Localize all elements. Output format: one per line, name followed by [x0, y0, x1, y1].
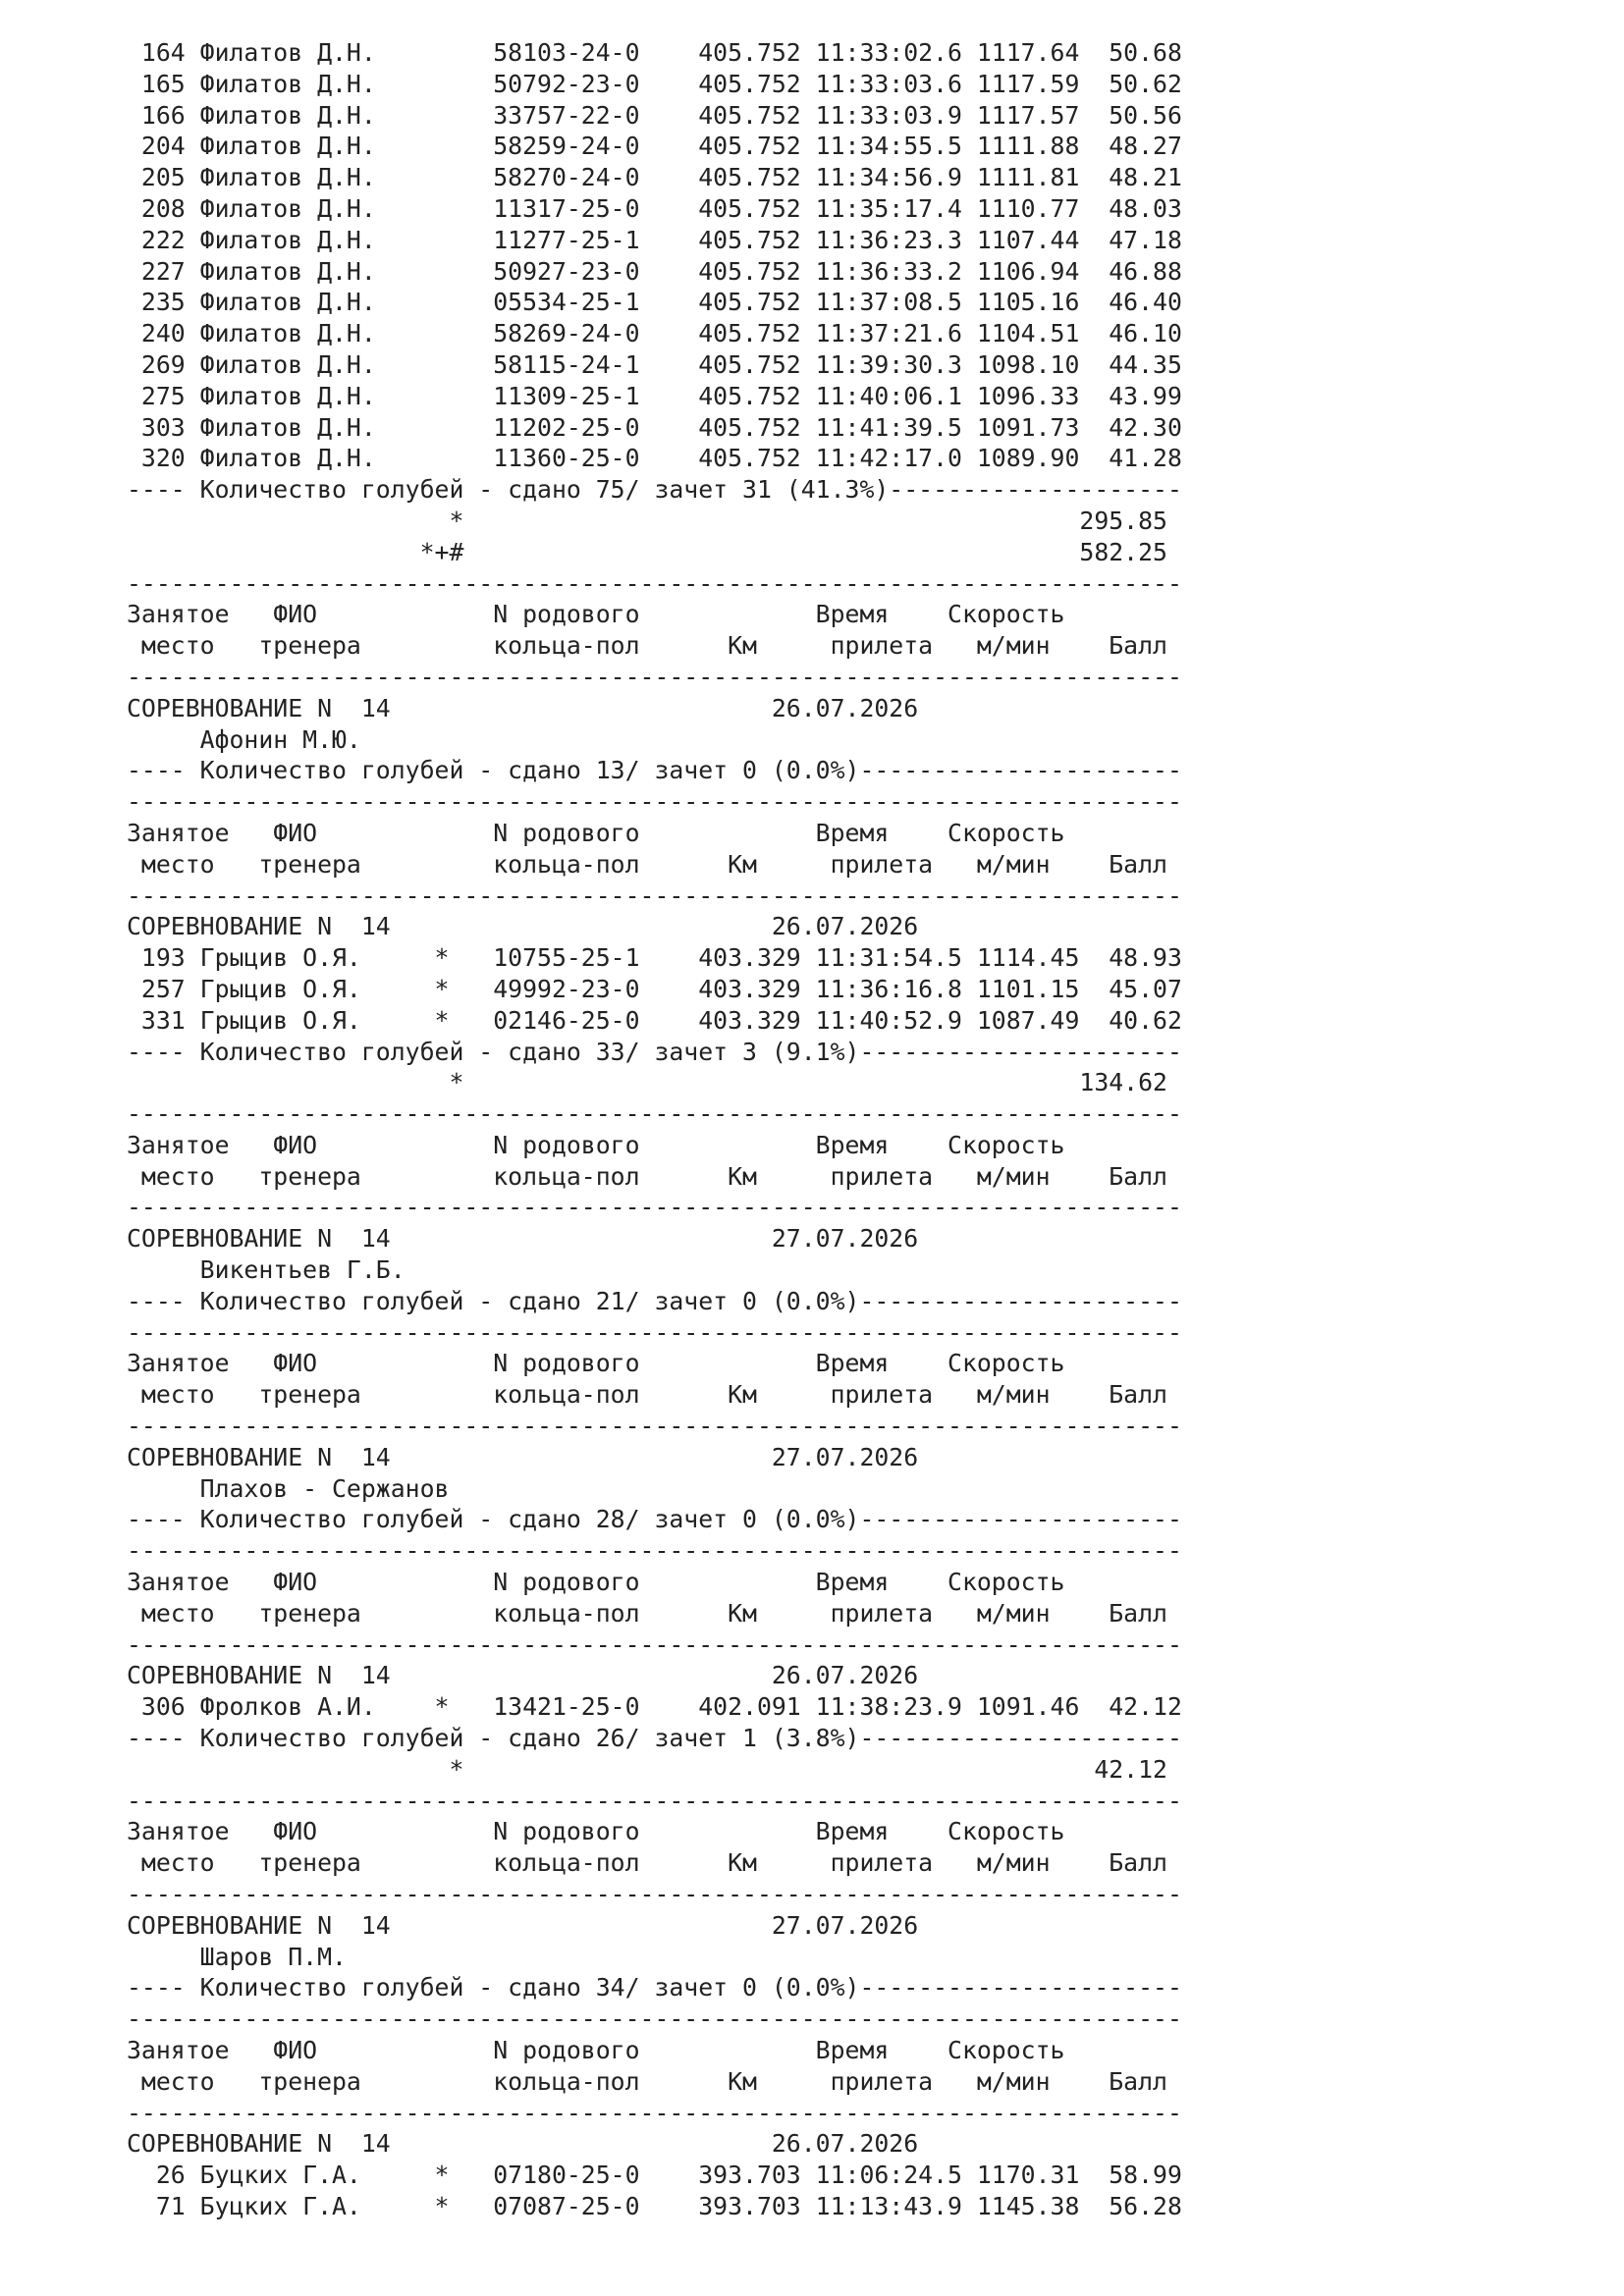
column-header-line: место тренера кольца-пол Км прилета м/мин Балл — [127, 631, 1167, 661]
participant-name: Викентьев Г.Б. — [127, 1255, 406, 1285]
result-row: 164 Филатов Д.Н. 58103-24-0 405.752 11:33:02.6 1117.64 50.68 — [127, 38, 1182, 67]
result-row: 205 Филатов Д.Н. 58270-24-0 405.752 11:34:56.9 1111.81 48.21 — [127, 163, 1182, 192]
result-row: 166 Филатов Д.Н. 33757-22-0 405.752 11:33:03.9 1117.57 50.56 — [127, 100, 1182, 130]
total-line: *+# 582.25 — [127, 537, 1167, 566]
result-row: 165 Филатов Д.Н. 50792-23-0 405.752 11:33:03.6 1117.59 50.62 — [127, 69, 1182, 98]
result-row: 71 Буцких Г.А. * 07087-25-0 393.703 11:13:43.9 1145.38 56.28 — [127, 2191, 1182, 2220]
result-row: 257 Грыцив О.Я. * 49992-23-0 403.329 11:36:16.8 1101.15 45.07 — [127, 974, 1182, 1003]
separator-line: ------------------------------------------------------------------------ — [127, 662, 1182, 691]
competition-header: СОРЕВНОВАНИЕ N 14 26.07.2026 — [127, 693, 919, 722]
competition-header: СОРЕВНОВАНИЕ N 14 26.07.2026 — [127, 1661, 919, 1690]
result-row: 240 Филатов Д.Н. 58269-24-0 405.752 11:37:21.6 1104.51 46.10 — [127, 319, 1182, 348]
separator-line: ------------------------------------------------------------------------ — [127, 1099, 1182, 1129]
result-row: 320 Филатов Д.Н. 11360-25-0 405.752 11:42:17.0 1089.90 41.28 — [127, 444, 1182, 473]
result-row: 331 Грыцив О.Я. * 02146-25-0 403.329 11:40:52.9 1087.49 40.62 — [127, 1005, 1182, 1035]
column-header-line: место тренера кольца-пол Км прилета м/мин Балл — [127, 1848, 1167, 1878]
separator-line: ------------------------------------------------------------------------ — [127, 2098, 1182, 2127]
participant-name: Плахов - Сержанов — [127, 1473, 450, 1503]
column-header-line: место тренера кольца-пол Км прилета м/мин Балл — [127, 1598, 1167, 1628]
total-line: * 134.62 — [127, 1068, 1167, 1097]
result-row: 235 Филатов Д.Н. 05534-25-1 405.752 11:37:08.5 1105.16 46.40 — [127, 288, 1182, 317]
column-header-line: Занятое ФИО N родового Время Скорость — [127, 1568, 1065, 1597]
separator-line: ------------------------------------------------------------------------ — [127, 1412, 1182, 1441]
result-row: 26 Буцких Г.А. * 07180-25-0 393.703 11:06:24.5 1170.31 58.99 — [127, 2161, 1182, 2190]
column-header-line: Занятое ФИО N родового Время Скорость — [127, 2036, 1065, 2064]
summary-line: ---- Количество голубей - сдано 33/ зачет 3 (9.1%)---------------------- — [127, 1037, 1182, 1066]
total-line: * 295.85 — [127, 506, 1167, 535]
summary-line: ---- Количество голубей - сдано 26/ зачет 1 (3.8%)---------------------- — [127, 1724, 1182, 1753]
separator-line: ------------------------------------------------------------------------ — [127, 787, 1182, 817]
result-row: 306 Фролков А.И. * 13421-25-0 402.091 11:38:23.9 1091.46 42.12 — [127, 1692, 1182, 1722]
result-row: 303 Филатов Д.Н. 11202-25-0 405.752 11:41:39.5 1091.73 42.30 — [127, 412, 1182, 442]
column-header-line: место тренера кольца-пол Км прилета м/мин Балл — [127, 849, 1167, 879]
column-header-line: место тренера кольца-пол Км прилета м/мин Балл — [127, 1380, 1167, 1410]
result-row: 269 Филатов Д.Н. 58115-24-1 405.752 11:39:30.3 1098.10 44.35 — [127, 349, 1182, 379]
result-row: 193 Грыцив О.Я. * 10755-25-1 403.329 11:31:54.5 1114.45 48.93 — [127, 943, 1182, 973]
result-row: 275 Филатов Д.Н. 11309-25-1 405.752 11:40:06.1 1096.33 43.99 — [127, 381, 1182, 410]
participant-name: Шаров П.М. — [127, 1942, 347, 1971]
competition-header: СОРЕВНОВАНИЕ N 14 27.07.2026 — [127, 1910, 919, 1940]
separator-line: ------------------------------------------------------------------------ — [127, 881, 1182, 910]
column-header-line: Занятое ФИО N родового Время Скорость — [127, 1817, 1065, 1846]
separator-line: ------------------------------------------------------------------------ — [127, 1786, 1182, 1815]
participant-name: Афонин М.Ю. — [127, 724, 361, 754]
separator-line: ------------------------------------------------------------------------ — [127, 1193, 1182, 1222]
result-row: 208 Филатов Д.Н. 11317-25-0 405.752 11:35:17.4 1110.77 48.03 — [127, 193, 1182, 223]
competition-header: СОРЕВНОВАНИЕ N 14 27.07.2026 — [127, 1224, 919, 1254]
competition-header: СОРЕВНОВАНИЕ N 14 26.07.2026 — [127, 912, 919, 941]
results-report — [127, 37, 1182, 2222]
column-header-line: Занятое ФИО N родового Время Скорость — [127, 1130, 1065, 1159]
summary-line: ---- Количество голубей - сдано 34/ зачет 0 (0.0%)---------------------- — [127, 1973, 1182, 2002]
column-header-line: Занятое ФИО N родового Время Скорость — [127, 600, 1065, 629]
separator-line: ------------------------------------------------------------------------ — [127, 1880, 1182, 1909]
competition-header: СОРЕВНОВАНИЕ N 14 27.07.2026 — [127, 1442, 919, 1471]
competition-header: СОРЕВНОВАНИЕ N 14 26.07.2026 — [127, 2129, 919, 2159]
separator-line: ------------------------------------------------------------------------ — [127, 568, 1182, 598]
column-header-line: место тренера кольца-пол Км прилета м/мин Балл — [127, 1161, 1167, 1191]
result-row: 227 Филатов Д.Н. 50927-23-0 405.752 11:36:33.2 1106.94 46.88 — [127, 256, 1182, 286]
result-row: 222 Филатов Д.Н. 11277-25-1 405.752 11:36:23.3 1107.44 47.18 — [127, 225, 1182, 254]
column-header-line: место тренера кольца-пол Км прилета м/мин Балл — [127, 2066, 1167, 2096]
column-header-line: Занятое ФИО N родового Время Скорость — [127, 1349, 1065, 1378]
summary-line: ---- Количество голубей - сдано 75/ зачет 31 (41.3%)-------------------- — [127, 475, 1182, 505]
separator-line: ------------------------------------------------------------------------ — [127, 2004, 1182, 2034]
summary-line: ---- Количество голубей - сдано 13/ зачет 0 (0.0%)---------------------- — [127, 756, 1182, 785]
total-line: * 42.12 — [127, 1754, 1167, 1784]
summary-line: ---- Количество голубей - сдано 21/ зачет 0 (0.0%)---------------------- — [127, 1286, 1182, 1315]
summary-line: ---- Количество голубей - сдано 28/ зачет 0 (0.0%)---------------------- — [127, 1505, 1182, 1534]
separator-line: ------------------------------------------------------------------------ — [127, 1629, 1182, 1659]
column-header-line: Занятое ФИО N родового Время Скорость — [127, 818, 1065, 847]
separator-line: ------------------------------------------------------------------------ — [127, 1536, 1182, 1566]
result-row: 204 Филатов Д.Н. 58259-24-0 405.752 11:34:55.5 1111.88 48.27 — [127, 132, 1182, 161]
separator-line: ------------------------------------------------------------------------ — [127, 1317, 1182, 1347]
